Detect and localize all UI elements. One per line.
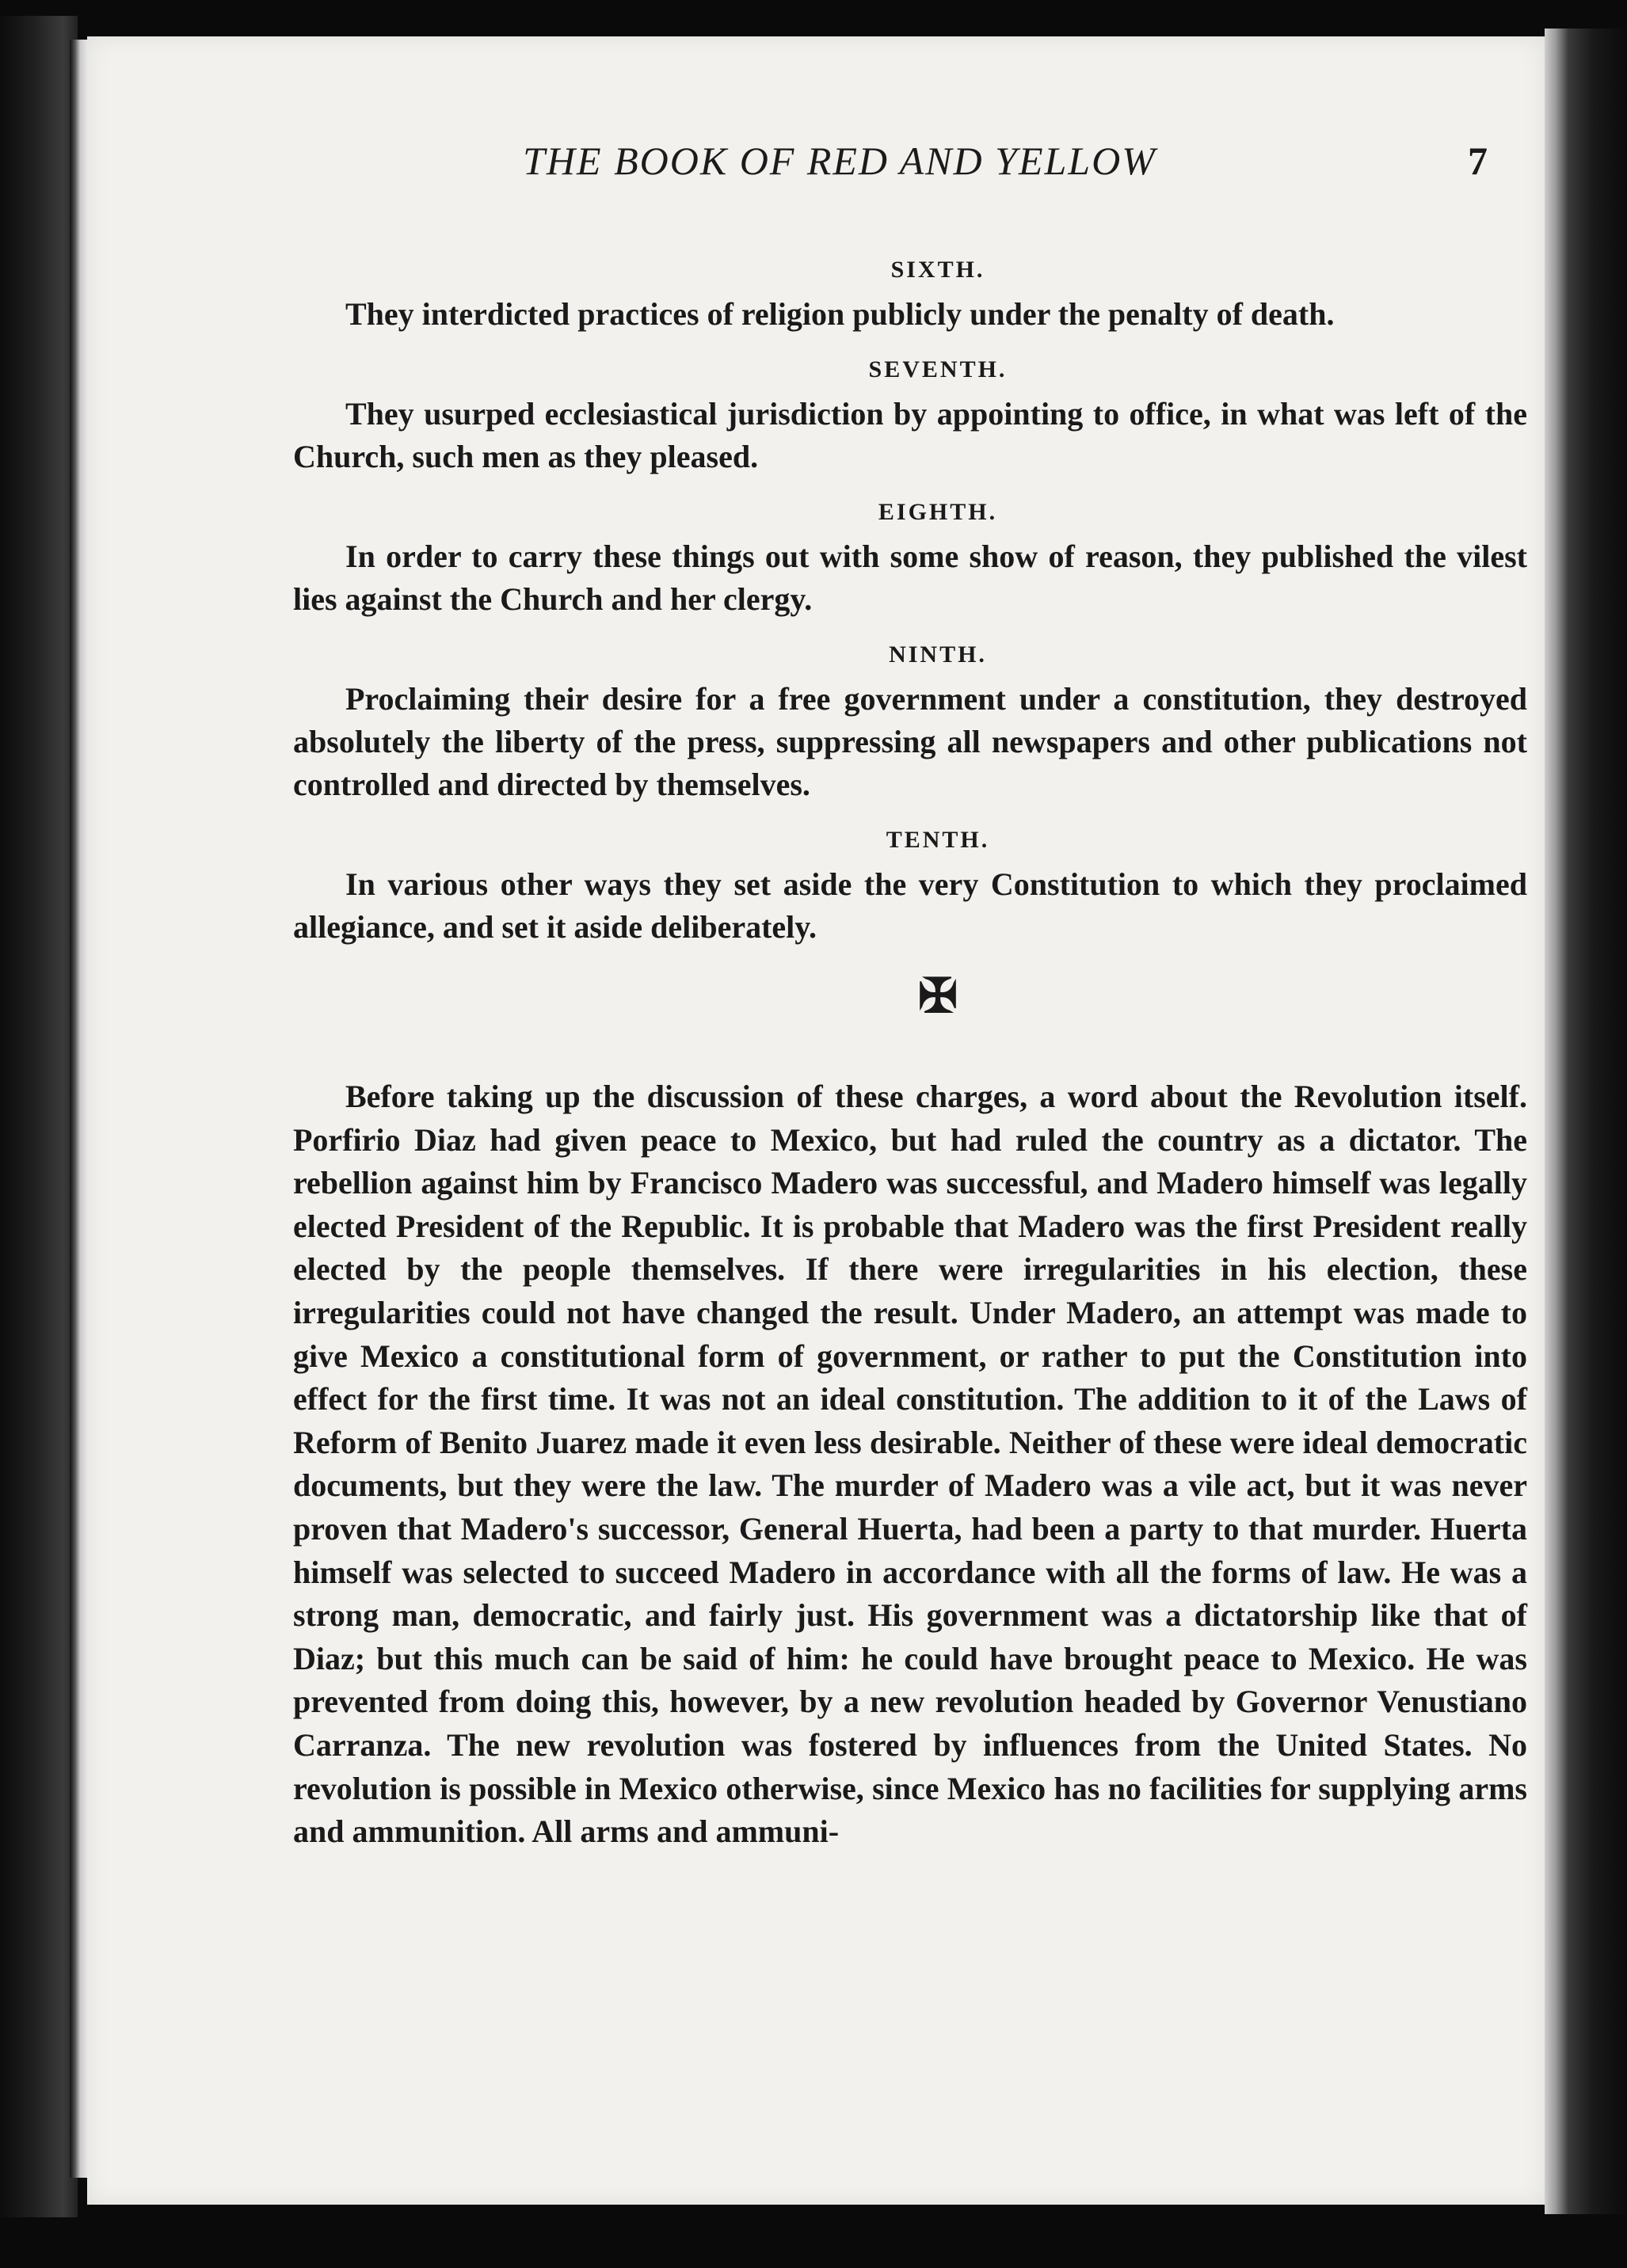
section-sixth — [293, 257, 1527, 336]
book-gutter — [70, 40, 87, 2178]
section-eighth — [293, 499, 1527, 621]
section-heading: SEVENTH. — [868, 356, 1008, 382]
page-content — [293, 257, 1527, 1854]
section-heading: SIXTH. — [890, 257, 985, 283]
section-seventh — [293, 356, 1527, 478]
section-heading: TENTH. — [886, 827, 990, 853]
section-heading: EIGHTH. — [878, 499, 998, 525]
section-text: In order to carry these things out with some show of reason, they published the vilest lies against the Church and her clergy. — [293, 538, 1527, 617]
section-tenth — [293, 827, 1527, 949]
section-ninth — [293, 641, 1527, 806]
running-title: THE BOOK OF RED AND YELLOW — [523, 139, 1156, 183]
page-edge-shadow — [1545, 29, 1627, 2214]
section-text: Proclaiming their desire for a free government under a constitution, they destroyed absolutely the liberty of the press, suppressing all newspapers and other publications not controlled and directed by themselves. — [293, 681, 1527, 802]
section-text: In various other ways they set aside the very Constitution to which they proclaimed allegiance, and set it aside deliberately. — [293, 866, 1527, 945]
page-number: 7 — [1468, 139, 1488, 183]
cross-ornament-icon: ✠ — [917, 970, 958, 1022]
section-heading: NINTH. — [889, 641, 987, 668]
body-paragraph: Before taking up the discussion of these charges, a word about the Revolution itself. Porfirio Diaz had given peace to Mexico, but had ruled the country as a dictator. The rebellion against him by Francisco Madero was successful, and Madero himself was legally elected President of the Republic. It is probable that Madero was the first President really elected by the people themselves. If there were irregularities in his election, these irregularities could not have changed the result. Under Madero, an attempt was made to give Mexico a constitutional form of government, or rather to put the Constitution into effect for the first time. It was not an ideal constitution. The addition to it of the Laws of Reform of Benito Juarez made it even less desirable. Neither of these were ideal democratic documents, but they were the law. The murder of Madero was a vile act, but it was never proven that Madero's successor, General Huerta, had been a party to that murder. Huerta himself was selected to succeed Madero in accordance with all the forms of law. He was a strong man, democratic, and fairly just. His government was a dictatorship like that of Diaz; but this much can be said of him: he could have brought peace to Mexico. He was prevented from doing this, however, by a new revolution headed by Governor Venustiano Carranza. The new revolution was fostered by influences from the United States. No revolution is possible in Mexico otherwise, since Mexico has no facilities for supplying arms and ammunition. All arms and ammuni- — [293, 1079, 1527, 1850]
book-page — [87, 36, 1545, 2205]
facing-page-margin — [0, 16, 78, 2217]
section-text: They usurped ecclesiastical jurisdiction by appointing to office, in what was left of the Church, such men as they pleased. — [293, 396, 1527, 474]
page-header — [87, 138, 1545, 209]
section-text: They interdicted practices of religion publicly under the penalty of death. — [345, 296, 1335, 332]
